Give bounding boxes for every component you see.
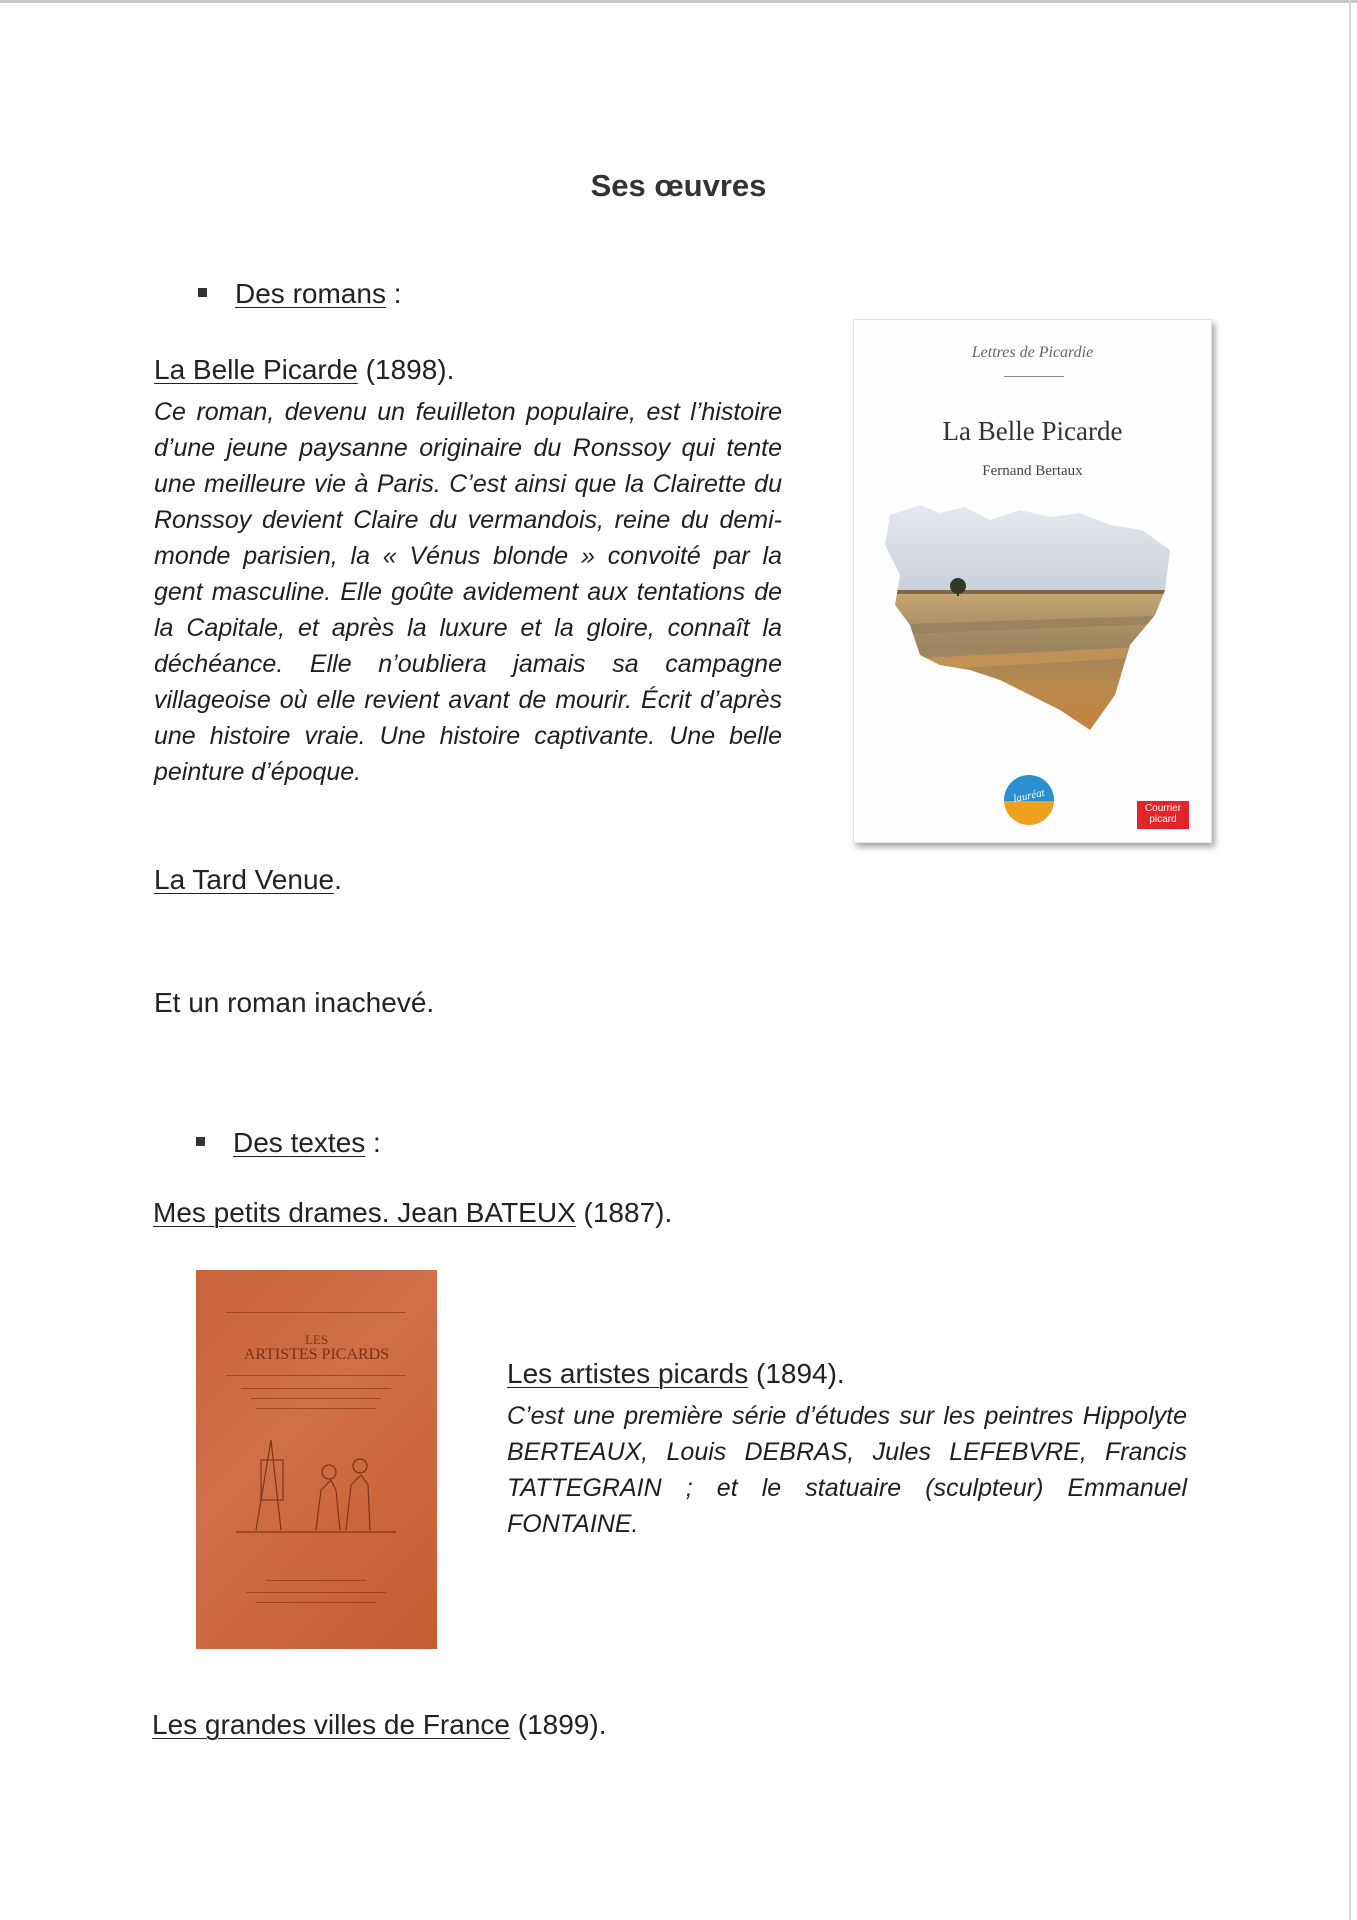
text-title: Les artistes picards xyxy=(507,1358,749,1389)
book-title: La Tard Venue xyxy=(154,864,335,895)
book-suffix: . xyxy=(334,864,342,895)
book-heading-belle-picarde xyxy=(154,354,454,386)
section-suffix: : xyxy=(385,278,402,309)
text-title: Les grandes villes de France xyxy=(152,1709,510,1740)
cover-title-line2: ARTISTES PICARDS xyxy=(243,1346,390,1363)
text-title: Mes petits drames. Jean BATEUX xyxy=(153,1197,576,1228)
section-suffix: : xyxy=(365,1127,381,1158)
engraving-illustration xyxy=(236,1420,396,1540)
scan-edge-right xyxy=(1349,0,1351,1920)
unfinished-novel-text: Et un roman inachevé. xyxy=(154,987,435,1018)
section-heading-textes xyxy=(196,1127,381,1159)
book-heading-tard-venue xyxy=(154,864,342,896)
text-description: C’est une première série d’études sur les peintres Hippolyte BERTEAUX, Louis DEBRAS, Jules LEFEBVRE, Francis TATTEGRAIN ; et le statuaire (sculpteur) Emmanuel FONTAINE. xyxy=(507,1402,1187,1538)
scan-edge-top xyxy=(0,0,1357,3)
cover-author: Fernand Bertaux xyxy=(982,463,1083,479)
picardie-map-image xyxy=(880,495,1180,745)
square-bullet-icon xyxy=(196,1137,205,1146)
text-year: (1887). xyxy=(575,1197,673,1228)
text-year: (1899). xyxy=(509,1709,607,1740)
page-title: Ses œuvres xyxy=(590,168,767,203)
book-year: (1898). xyxy=(357,354,455,385)
book-cover-belle-picarde xyxy=(853,319,1212,843)
text-year: (1894). xyxy=(748,1358,845,1389)
square-bullet-icon xyxy=(198,288,207,297)
cover-series: Lettres de Picardie xyxy=(971,344,1094,361)
text-heading-grandes-villes xyxy=(152,1709,606,1741)
text-heading-petits-drames xyxy=(153,1197,672,1229)
cover-title-line1: LES xyxy=(304,1332,329,1347)
publisher-logo: Courrier picard xyxy=(1137,801,1189,829)
book-title: La Belle Picarde xyxy=(154,354,358,385)
book-description: Ce roman, devenu un feuilleton populaire, est l’histoire d’une jeune paysanne originaire du Ronssoy qui tente une meilleure vie à Paris. C’est ainsi que la Clairette du Ronssoy devient Claire du vermandois, reine du demi-monde parisien, la « Vénus blonde » convoité par la gent masculine. Elle goûte avidement aux tentations de la Capitale, et après la luxure et la gloire, connaît la déchéance. Elle n’oubliera jamais sa campagne villageoise où elle revient avant de mourir. Écrit d’après une histoire vraie. Une histoire captivante. Une belle peinture d’époque. xyxy=(154,398,782,786)
section-label: Des romans xyxy=(235,278,386,309)
award-badge-icon: lauréat xyxy=(1004,775,1054,825)
section-label: Des textes xyxy=(233,1127,366,1158)
cover-rule xyxy=(1004,376,1064,377)
text-heading-artistes-picards xyxy=(507,1358,845,1390)
cover-title: La Belle Picarde xyxy=(942,416,1123,446)
section-heading-romans xyxy=(198,278,402,310)
book-cover-artistes-picards xyxy=(196,1270,437,1649)
